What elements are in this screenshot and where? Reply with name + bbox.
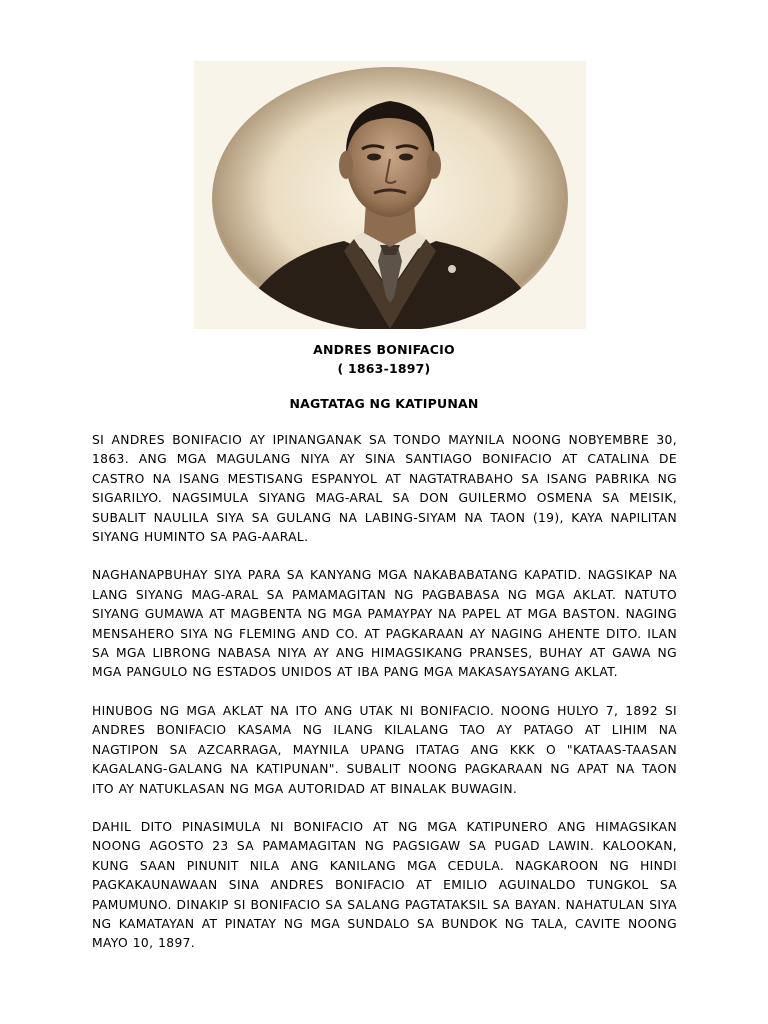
paragraph-3: HINUBOG NG MGA AKLAT NA ITO ANG UTAK NI BONIFACIO. NOONG HULYO 7, 1892 SI ANDRES BONIFACIO KASAMA NG ILANG KILALANG TAO AY PATAGO AT LIHIM NA NAGTIPON SA AZCARRAGA, MAYNILA UPANG ITATAG ANG KKK O "KATAAS-TAASAN KAGALANG-GALANG NA KATIPUNAN". SUBALIT NOONG PAGKARAAN NG APAT NA TAON ITO AY NATUKLASAN NG MGA AUTORIDAD AT BINALAK BUWAGIN. (92, 703, 677, 796)
paragraph-2: NAGHANAPBUHAY SIYA PARA SA KANYANG MGA NAKABABATANG KAPATID. NAGSIKAP NA LANG SIYANG MAG-ARAL SA PAMAMAGITAN NG PAGBABASA NG MGA AKLAT. NATUTO SIYANG GUMAWA AT MAGBENTA NG MGA PAMAYPAY NA PAPEL AT MGA BASTON. NAGING MENSAHERO SIYA NG FLEMING AND CO. AT PAGKARAAN AY NAGING AHENTE DITO. ILAN SA MGA LIBRONG NABASA NIYA AY ANG HIMAGSIKANG PRANSES, BUHAY AT GAWA NG MGA PANGULO NG ESTADOS UNIDOS AT IBA PANG MGA MAKASAYSAYANG AKLAT. (92, 568, 677, 680)
biography-body (92, 431, 677, 973)
document-title (0, 340, 768, 378)
portrait-photo (194, 61, 586, 329)
paragraph-1: SI ANDRES BONIFACIO AY IPINANGANAK SA TONDO MAYNILA NOONG NOBYEMBRE 30, 1863. ANG MGA MAGULANG NIYA AY SINA SANTIAGO BONIFACIO AT CATALINA DE CASTRO NA ISANG MESTISANG ESPANYOL AT NAGTATRABAHO SA ISANG PABRIKA NG SIGARILYO. NAGSIMULA SIYANG MAG-ARAL SA DON GUILERMO OSMENA SA MEISIK, SUBALIT NAULILA SIYA SA GULANG NA LABING-SIYAM NA TAON (19), KAYA NAPILITAN SIYANG HUMINTO SA PAG-AARAL. (92, 433, 677, 545)
document-subtitle: NAGTATAG NG KATIPUNAN (289, 396, 479, 411)
portrait-image (194, 61, 586, 329)
person-name: ANDRES BONIFACIO (313, 342, 455, 357)
paragraph-4: DAHIL DITO PINASIMULA NI BONIFACIO AT NG MGA KATIPUNERO ANG HIMAGSIKAN NOONG AGOSTO 23 SA PAMAMAGITAN NG PAGSIGAW SA PUGAD LAWIN. KALOOKAN, KUNG SAAN PINUNIT NILA ANG KANILANG MGA CEDULA. NAGKAROON NG HINDI PAGKAKAUNAWAAN SINA ANDRES BONIFACIO AT EMILIO AGUINALDO TUNGKOL SA PAMUMUNO. DINAKIP SI BONIFACIO SA SALANG PAGTATAKSIL SA BAYAN. NAHATULAN SIYA NG KAMATAYAN AT PINATAY NG MGA SUNDALO SA BUNDOK NG TALA, CAVITE NOONG MAYO 10, 1897. (92, 819, 677, 951)
life-years: ( 1863-1897) (337, 361, 431, 376)
